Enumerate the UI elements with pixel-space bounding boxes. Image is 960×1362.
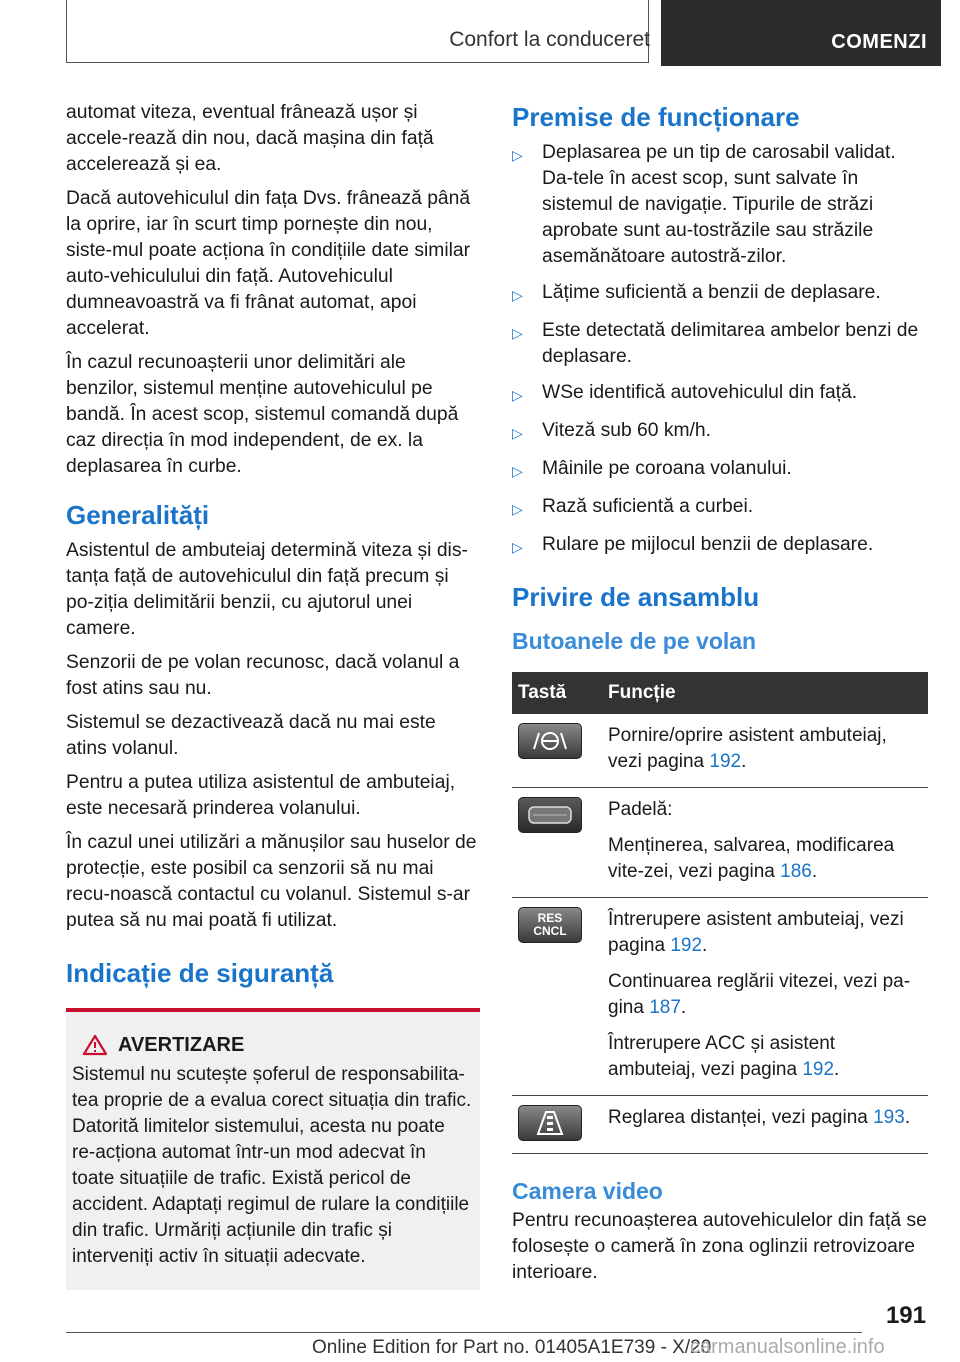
function-end: . [811, 861, 818, 882]
function-line [608, 969, 922, 1021]
buttons-heading: Butoanele de pe volan [512, 628, 757, 654]
bullet-triangle-icon: ▷ [512, 463, 523, 479]
table-row [512, 788, 928, 898]
table-header-row [512, 672, 928, 714]
function-end: . [834, 1059, 840, 1080]
bullet-triangle-icon: ▷ [512, 287, 523, 303]
list-item-text: Rază suficientă a curbei. [542, 496, 754, 517]
header-chapter-tab: COMENZI [661, 0, 941, 66]
warning-text: Sistemul nu scutește șoferul de responsabilita-tea proprie de a evalua corect situația din trafic. Datorită limitelor sistemului, acesta nu poate re-acționa automat într-un mod adecvat în toate situațiile de trafic. Există pericol de accident. Adaptați regimul de rulare la condițiile din trafic. Urmăriți acțiunile din trafic și interveniți activ în situații adecvate. [72, 1064, 472, 1267]
footer-divider [66, 1332, 862, 1333]
key-cell [512, 714, 602, 788]
bullet-triangle-icon: ▷ [512, 425, 523, 441]
paragraph: Dacă autovehiculul din fața Dvs. frânează până la oprire, iar în scurt timp pornește din nou, siste-mul poate acționa în condițiile date similar auto-vehiculului din față. Autovehiculul dumneavoastră va fi frânat automat, apoi accelerat. [66, 188, 471, 339]
warning-title [82, 1032, 472, 1058]
warning-label: AVERTIZARE [118, 1034, 245, 1056]
overview-heading: Privire de ansamblu [512, 582, 760, 612]
warning-triangle-icon [82, 1034, 108, 1056]
bullet-triangle-icon: ▷ [512, 325, 523, 341]
premise-heading: Premise de funcționare [512, 102, 800, 132]
function-text: Menținerea, salvarea, modificarea vite-zei, vezi pagina [608, 835, 895, 882]
list-item-text: Rulare pe mijlocul benzii de deplasare. [542, 534, 874, 555]
function-line [608, 797, 922, 823]
function-line [608, 907, 922, 959]
list-item [512, 318, 928, 370]
footer-watermark: carmanualsonline.info [690, 1336, 885, 1358]
key-cell [512, 898, 602, 1096]
function-line [608, 723, 922, 775]
list-item-text: Deplasarea pe un tip de carosabil validat. Da-tele în acest scop, sunt salvate în sistemul de navigație. Tipurile de străzi aprobate sunt au-tostrăzile sau străzile asemănătoare autostră-zilor. [542, 142, 896, 267]
list-item-text: Mâinile pe coroana volanului. [542, 458, 792, 479]
right-column [512, 100, 928, 1294]
list-item [512, 280, 928, 308]
function-cell [602, 1096, 928, 1154]
key-cell [512, 788, 602, 898]
page-number: 191 [885, 1302, 926, 1329]
function-text: Întrerupere asistent ambuteiaj, vezi pagina [608, 909, 904, 956]
function-end: . [904, 1107, 911, 1128]
paragraph: Pentru recunoașterea autovehiculelor din față se folosește o cameră în zona oglinzii retrovizoare interioare. [512, 1210, 927, 1283]
column-header-function: Funcție [602, 672, 928, 714]
function-text: Reglarea distanței, vezi pagina [608, 1107, 874, 1128]
header-section-title: Confort la conduceret [449, 28, 650, 51]
function-end: . [702, 935, 708, 956]
paragraph: automat viteza, eventual frânează ușor și accele-rează din nou, dacă mașina din față accelerează și ea. [66, 102, 434, 175]
paddle-key-icon [518, 797, 582, 833]
function-line [608, 1031, 922, 1083]
table-row [512, 714, 928, 788]
function-cell [602, 788, 928, 898]
function-end: . [741, 751, 747, 772]
key-cell [512, 1096, 602, 1154]
function-cell [602, 898, 928, 1096]
bullet-triangle-icon: ▷ [512, 387, 523, 403]
warning-box [66, 1008, 480, 1290]
footer-edition: Online Edition for Part no. 01405A1E739 - X/20 [312, 1337, 712, 1358]
page-link[interactable]: 187 [649, 997, 681, 1018]
paragraph: În cazul recunoașterii unor delimitări ale benzilor, sistemul menține autovehiculul pe bandă. În acest scop, sistemul comandă după caz direcția în mod independent, de ex. la deplasarea în curbe. [66, 352, 459, 477]
function-end: . [680, 997, 687, 1018]
page-link[interactable]: 192 [670, 935, 703, 956]
paragraph: Sistemul se dezactivează dacă nu mai este atins volanul. [66, 712, 436, 759]
safety-heading: Indicație de siguranță [66, 958, 334, 988]
distance-key-icon [518, 1105, 582, 1141]
steering-assist-key-icon [518, 723, 582, 759]
list-item [512, 456, 928, 484]
paragraph: Pentru a putea utiliza asistentul de ambuteiaj, este necesară prinderea volanului. [66, 772, 456, 819]
function-text: Pornire/oprire asistent ambuteiaj, vezi pagina [608, 725, 887, 772]
list-item-text: Este detectată delimitarea ambelor benzi de deplasare. [542, 320, 919, 367]
list-item-text: WSe identifică autovehiculul din față. [542, 382, 858, 403]
camera-heading: Camera video [512, 1178, 663, 1204]
list-item [512, 380, 928, 408]
list-item [512, 494, 928, 522]
list-item [512, 418, 928, 446]
paragraph: Asistentul de ambuteiaj determină viteza și dis-tanța față de autovehiculul din față precum și po-ziția delimitării benzii, cu ajutorul unei camere. [66, 540, 468, 639]
table-row [512, 1096, 928, 1154]
function-text: Întrerupere ACC și asistent ambuteiaj, vezi pagina [608, 1033, 836, 1080]
list-item-text: Viteză sub 60 km/h. [542, 420, 711, 441]
paragraph: În cazul unei utilizări a mănușilor sau huselor de protecție, este posibil ca senzorii să nu mai recu-noască contactul cu volanul. Sistemul s-ar putea să nu mai poată fi utilizat. [66, 832, 477, 931]
page-link[interactable]: 186 [780, 861, 812, 882]
page-link[interactable]: 192 [709, 751, 742, 772]
general-heading: Generalități [66, 500, 210, 530]
bullet-triangle-icon: ▷ [512, 501, 523, 517]
page-link[interactable]: 193 [873, 1107, 905, 1128]
function-cell [602, 714, 928, 788]
page-header [0, 0, 960, 66]
function-line [608, 833, 922, 885]
res-cncl-key-icon: RES CNCL [518, 907, 582, 943]
function-text: Continuarea reglării vitezei, vezi pa-gina [608, 971, 911, 1018]
paragraph: Senzorii de pe volan recunosc, dacă volanul a fost atins sau nu. [66, 652, 460, 699]
list-item [512, 140, 928, 270]
column-header-key: Tastă [512, 672, 602, 714]
bullet-triangle-icon: ▷ [512, 147, 523, 163]
left-column [66, 100, 480, 1290]
function-line [608, 1105, 922, 1131]
bullet-triangle-icon: ▷ [512, 539, 523, 555]
list-item [512, 532, 928, 560]
table-row [512, 898, 928, 1096]
page-link[interactable]: 192 [802, 1059, 835, 1080]
list-item-text: Lățime suficientă a benzii de deplasare. [542, 282, 881, 303]
buttons-table [512, 672, 928, 1154]
function-text: Padelă: [608, 799, 673, 820]
